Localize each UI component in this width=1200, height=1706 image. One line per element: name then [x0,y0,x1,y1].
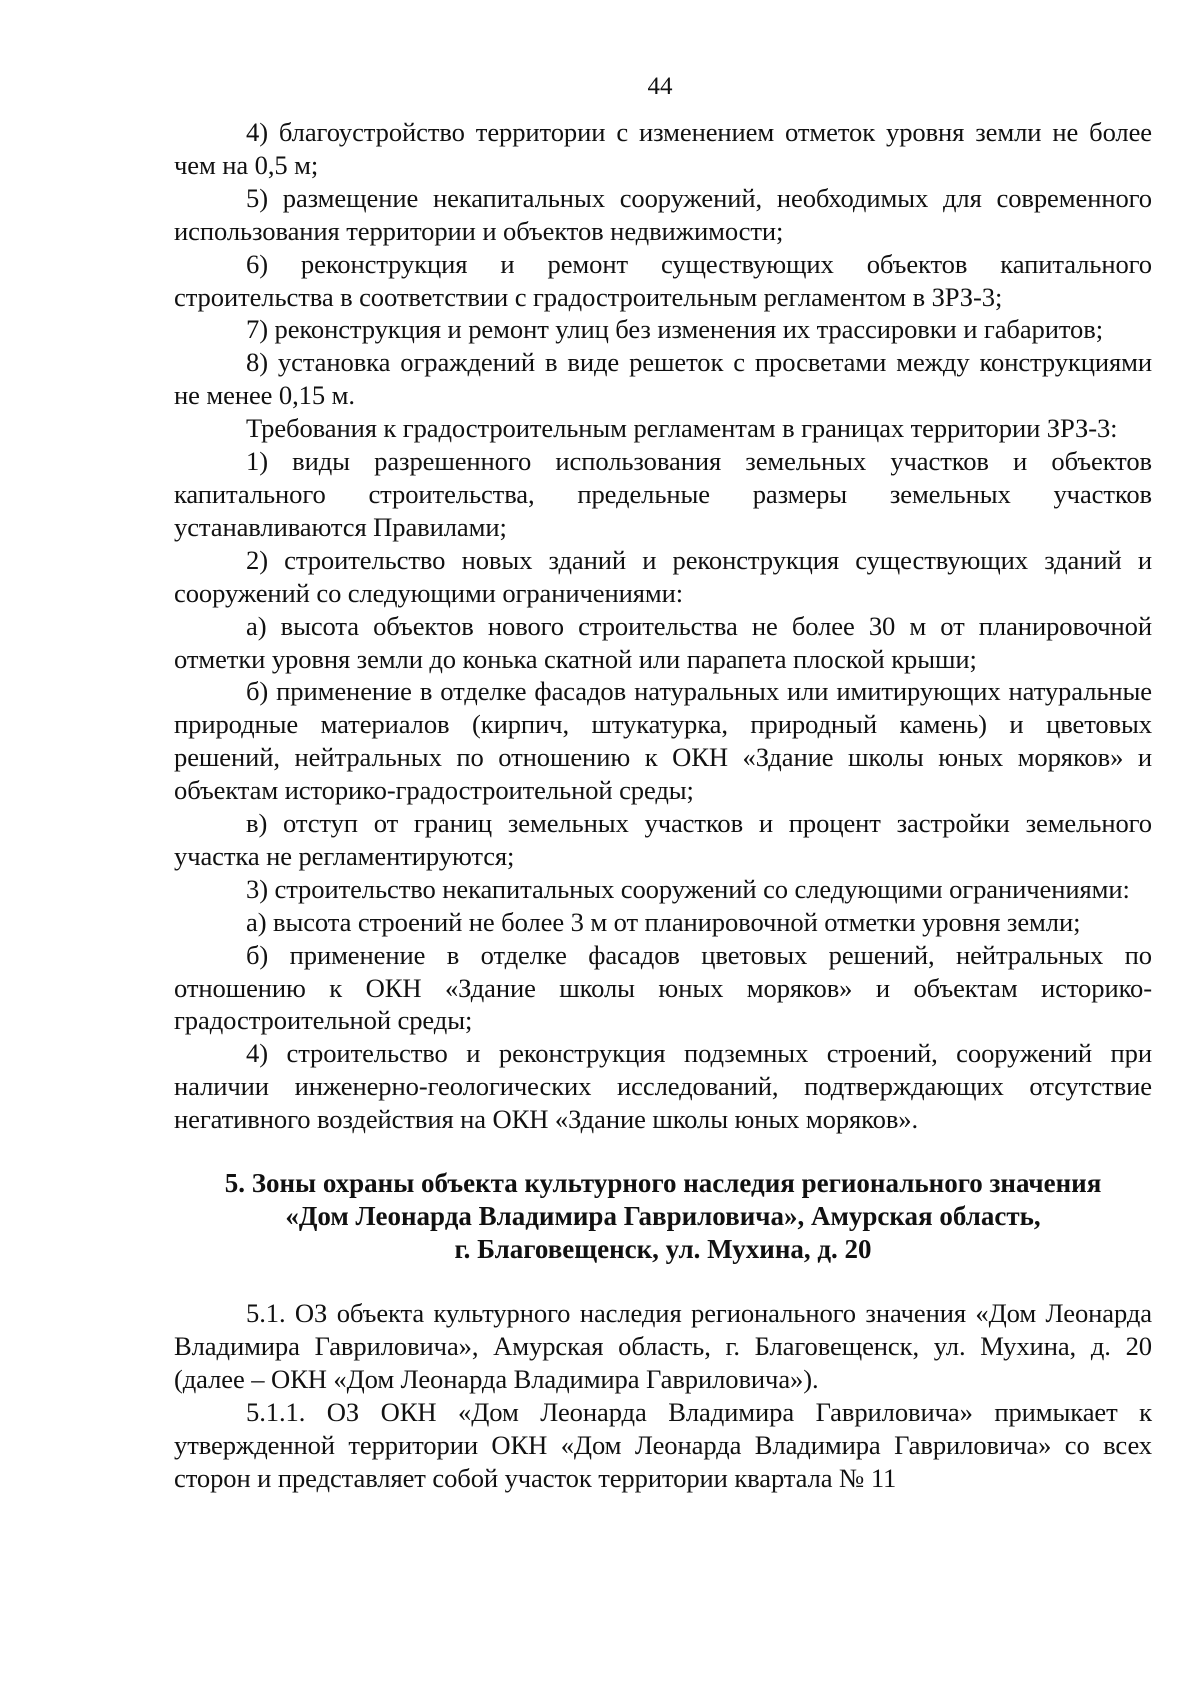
paragraph-requirement-2a: а) высота объектов нового строительства не более 30 м от планировочной отметки уровня земли до конька скатной или парапета плоской крыши; [174,610,1152,674]
paragraph-requirement-1: 1) виды разрешенного использования земельных участков и объектов капитального строительства, предельные размеры земельных участков устанавливаются Правилами; [174,446,1152,542]
paragraph-requirement-3a: а) высота строений не более 3 м от планировочной отметки уровня земли; [246,906,1081,937]
paragraph-requirement-3b: б) применение в отделке фасадов цветовых решений, нейтральных по отношению к ОКН «Здание школы юных моряков» и объектам историко-градостроительной среды; [174,939,1152,1036]
paragraph-requirement-2v: в) отступ от границ земельных участков и процент застройки земельного участка не регламентируются; [174,808,1152,871]
paragraph-5-1-1: 5.1.1. ОЗ ОКН «Дом Леонарда Владимира Гавриловича» примыкает к утвержденной территории ОКН «Дом Леонарда Владимира Гавриловича» со всех сторон и представляет собой участок территории квартала № 11 [174,1396,1152,1493]
paragraph-requirements-intro: Требования к градостроительным регламентам в границах территории ЗРЗ-3: [246,413,1118,444]
paragraph-item-8: 8) установка ограждений в виде решеток с просветами между конструкциями не менее 0,15 м. [174,347,1152,411]
paragraph-item-6: 6) реконструкция и ремонт существующих объектов капитального строительства в соответствии с градостроительным регламентом в ЗРЗ-3; [174,248,1152,312]
section-heading-line-3: г. Благовещенск, ул. Мухина, д. 20 [454,1234,872,1265]
paragraph-requirement-2: 2) строительство новых зданий и реконструкция существующих зданий и сооружений со следующими ограничениями: [174,544,1152,608]
paragraph-requirement-2b: б) применение в отделке фасадов натуральных или имитирующих натуральные природные материалов (кирпич, штукатурка, природный камень) и цветовых решений, нейтральных по отношению к ОКН «Здание школы юных моряков» и объектам историко-градостроительной среды; [174,676,1152,806]
document-body [174,116,1152,1495]
section-heading-line-1: 5. Зоны охраны объекта культурного наследия регионального значения [224,1168,1102,1199]
section-heading [174,1167,1152,1266]
paragraph-requirement-4: 4) строительство и реконструкция подземных строений, сооружений при наличии инженерно-геологических исследований, подтверждающих отсутствие негативного воздействия на ОКН «Здание школы юных моряков». [174,1038,1152,1135]
paragraph-5-1: 5.1. ОЗ объекта культурного наследия регионального значения «Дом Леонарда Владимира Гавриловича», Амурская область, г. Благовещенск, ул. Мухина, д. 20 (далее – ОКН «Дом Леонарда Владимира Гавриловича»). [174,1298,1152,1394]
paragraph-item-7: 7) реконструкция и ремонт улиц без изменения их трассировки и габаритов; [246,314,1103,345]
paragraph-item-4: 4) благоустройство территории с изменением отметок уровня земли не более чем на 0,5 м; [174,117,1152,180]
paragraph-item-5: 5) размещение некапитальных сооружений, необходимых для современного использования территории и объектов недвижимости; [174,182,1152,246]
paragraph-requirement-3: 3) строительство некапитальных сооружений со следующими ограничениями: [246,873,1130,904]
page-number: 44 [647,73,673,100]
section-heading-line-2: «Дом Леонарда Владимира Гавриловича», Амурская область, [285,1201,1041,1232]
section-spacer [174,1266,1152,1297]
